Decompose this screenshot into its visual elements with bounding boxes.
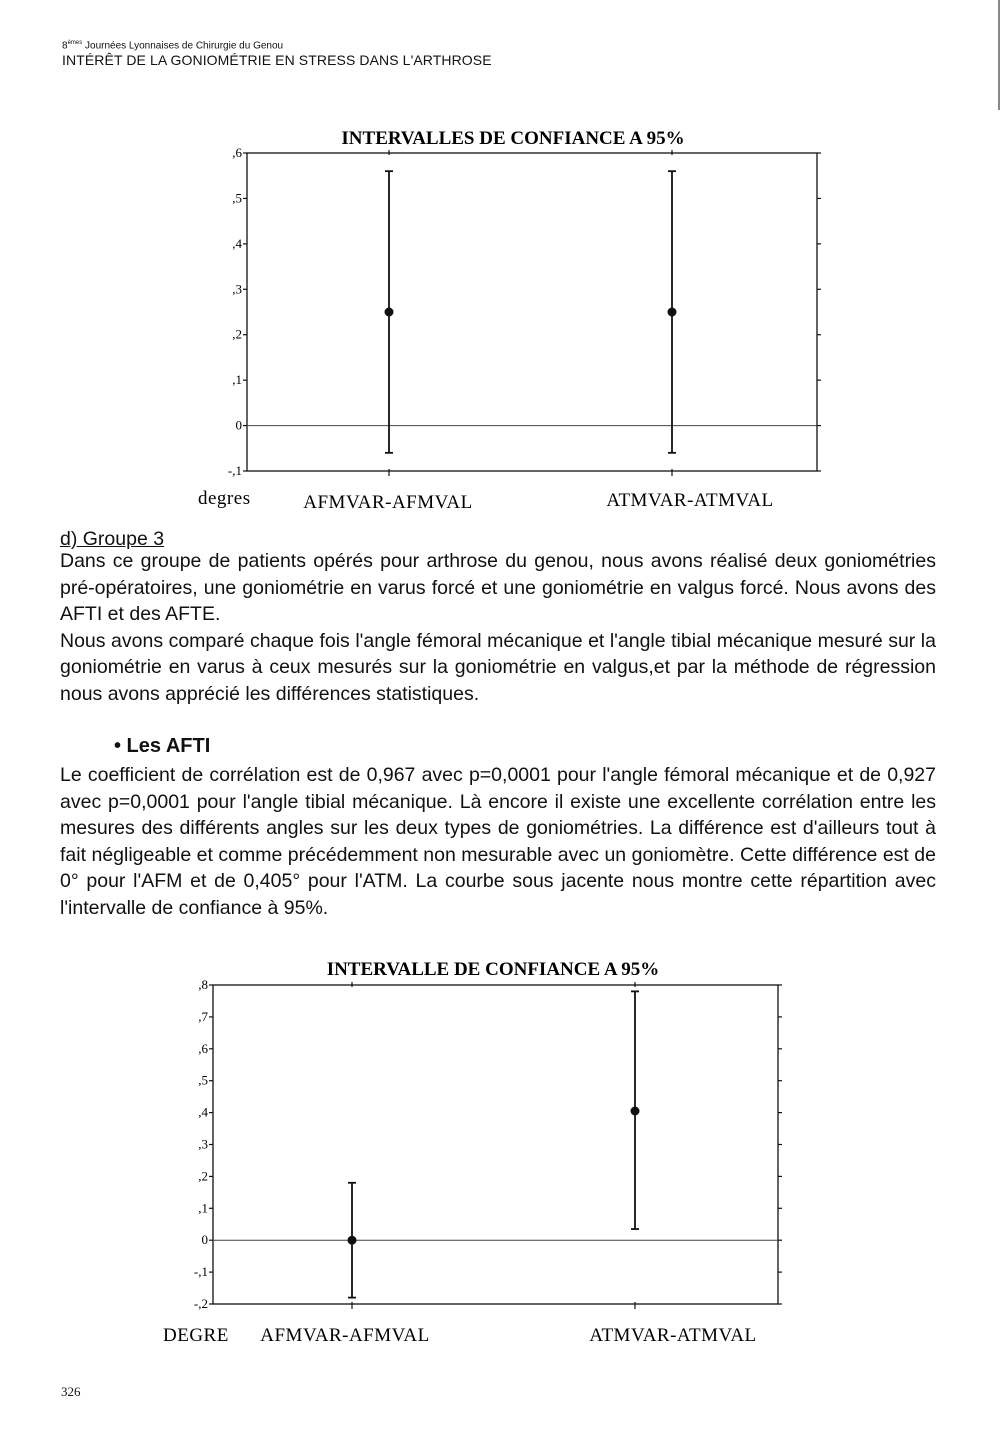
mean-point <box>668 308 677 317</box>
chart-1-title: INTERVALLES DE CONFIANCE A 95% <box>341 128 685 149</box>
y-tick-label: ,5 <box>198 1072 208 1088</box>
y-tick-label: ,1 <box>198 1200 208 1216</box>
y-tick-label: ,5 <box>232 190 242 206</box>
chart-1-frame <box>247 153 817 471</box>
chart-2-svg <box>155 952 835 1352</box>
y-tick-label: ,6 <box>232 145 242 160</box>
mean-point <box>631 1107 640 1116</box>
y-tick-label: ,7 <box>198 1008 208 1024</box>
chart-2-category-afm: AFMVAR-AFMVAL <box>260 1325 430 1346</box>
y-tick-label: ,4 <box>198 1104 208 1120</box>
mean-point <box>348 1236 357 1245</box>
y-tick-label: ,3 <box>198 1136 208 1152</box>
chart-2-category-atm: ATMVAR-ATMVAL <box>589 1325 757 1346</box>
chart-2-figure <box>155 952 835 1352</box>
chart-2-title: INTERVALLE DE CONFIANCE A 95% <box>326 959 660 980</box>
chart-1-category-atm: ATMVAR-ATMVAL <box>606 490 774 511</box>
y-tick-label: ,4 <box>232 235 242 251</box>
y-tick-label: -,1 <box>193 1264 208 1280</box>
chart-1-category-afm: AFMVAR-AFMVAL <box>303 492 473 513</box>
y-tick-label: ,2 <box>198 1168 208 1184</box>
y-tick-label: ,2 <box>232 326 242 342</box>
running-header <box>62 37 492 69</box>
chart-1-y-unit: degres <box>198 488 251 509</box>
mean-point <box>385 308 394 317</box>
y-tick-label: -,2 <box>193 1296 208 1311</box>
header-conference: 8èmes Journées Lyonnaises de Chirurgie du Genou <box>62 40 284 52</box>
section-heading: d) Groupe 3 <box>60 528 165 550</box>
page-number: 326 <box>61 1384 81 1399</box>
y-tick-label: ,8 <box>198 977 208 992</box>
afti-heading: • Les AFTI <box>114 735 211 757</box>
y-tick-label: ,3 <box>232 281 242 297</box>
section-paragraph-1: Dans ce groupe de patients opérés pour arthrose du genou, nous avons réalisé deux goniométries pré-opératoires, une goniométrie en varus forcé et une goniométrie en valgus forcé. Nous avons des AFTI et des AFTE. <box>60 550 936 626</box>
afti-body <box>60 762 936 922</box>
chart-1-svg <box>190 118 830 518</box>
chart-1-figure <box>190 118 830 518</box>
y-tick-label: ,6 <box>198 1040 208 1056</box>
section-paragraph-2: Nous avons comparé chaque fois l'angle fémoral mécanique et l'angle tibial mécanique mesuré sur la goniométrie en varus à ceux mesurés sur la goniométrie en valgus,et par la méthode de régression nous avons apprécié les différences statistiques. <box>60 629 936 705</box>
y-tick-label: 0 <box>201 1232 208 1248</box>
y-tick-label: -,1 <box>227 463 242 478</box>
y-tick-label: 0 <box>235 417 242 433</box>
chart-2-frame <box>213 985 778 1304</box>
chart-2-y-unit: DEGRE <box>163 1325 229 1346</box>
afti-paragraph: Le coefficient de corrélation est de 0,967 avec p=0,0001 pour l'angle fémoral mécanique et de 0,927 avec p=0,0001 pour l'angle tibial mécanique. Là encore il existe une excellente corrélation entre les mesures des différents angles sur les deux types de goniométries. La différence est d'ailleurs tout à fait négligeable et comme précédemment non mesurable avec un goniomètre. Cette différence est de 0° pour l'AFM et de 0,405° pour l'ATM. La courbe sous jacente nous montre cette répartition avec l'intervalle de confiance à 95%. <box>60 764 936 919</box>
y-tick-label: ,1 <box>232 372 242 388</box>
section-body <box>60 548 936 708</box>
header-title: INTÉRÊT DE LA GONIOMÉTRIE EN STRESS DANS L'ARTHROSE <box>62 52 492 69</box>
